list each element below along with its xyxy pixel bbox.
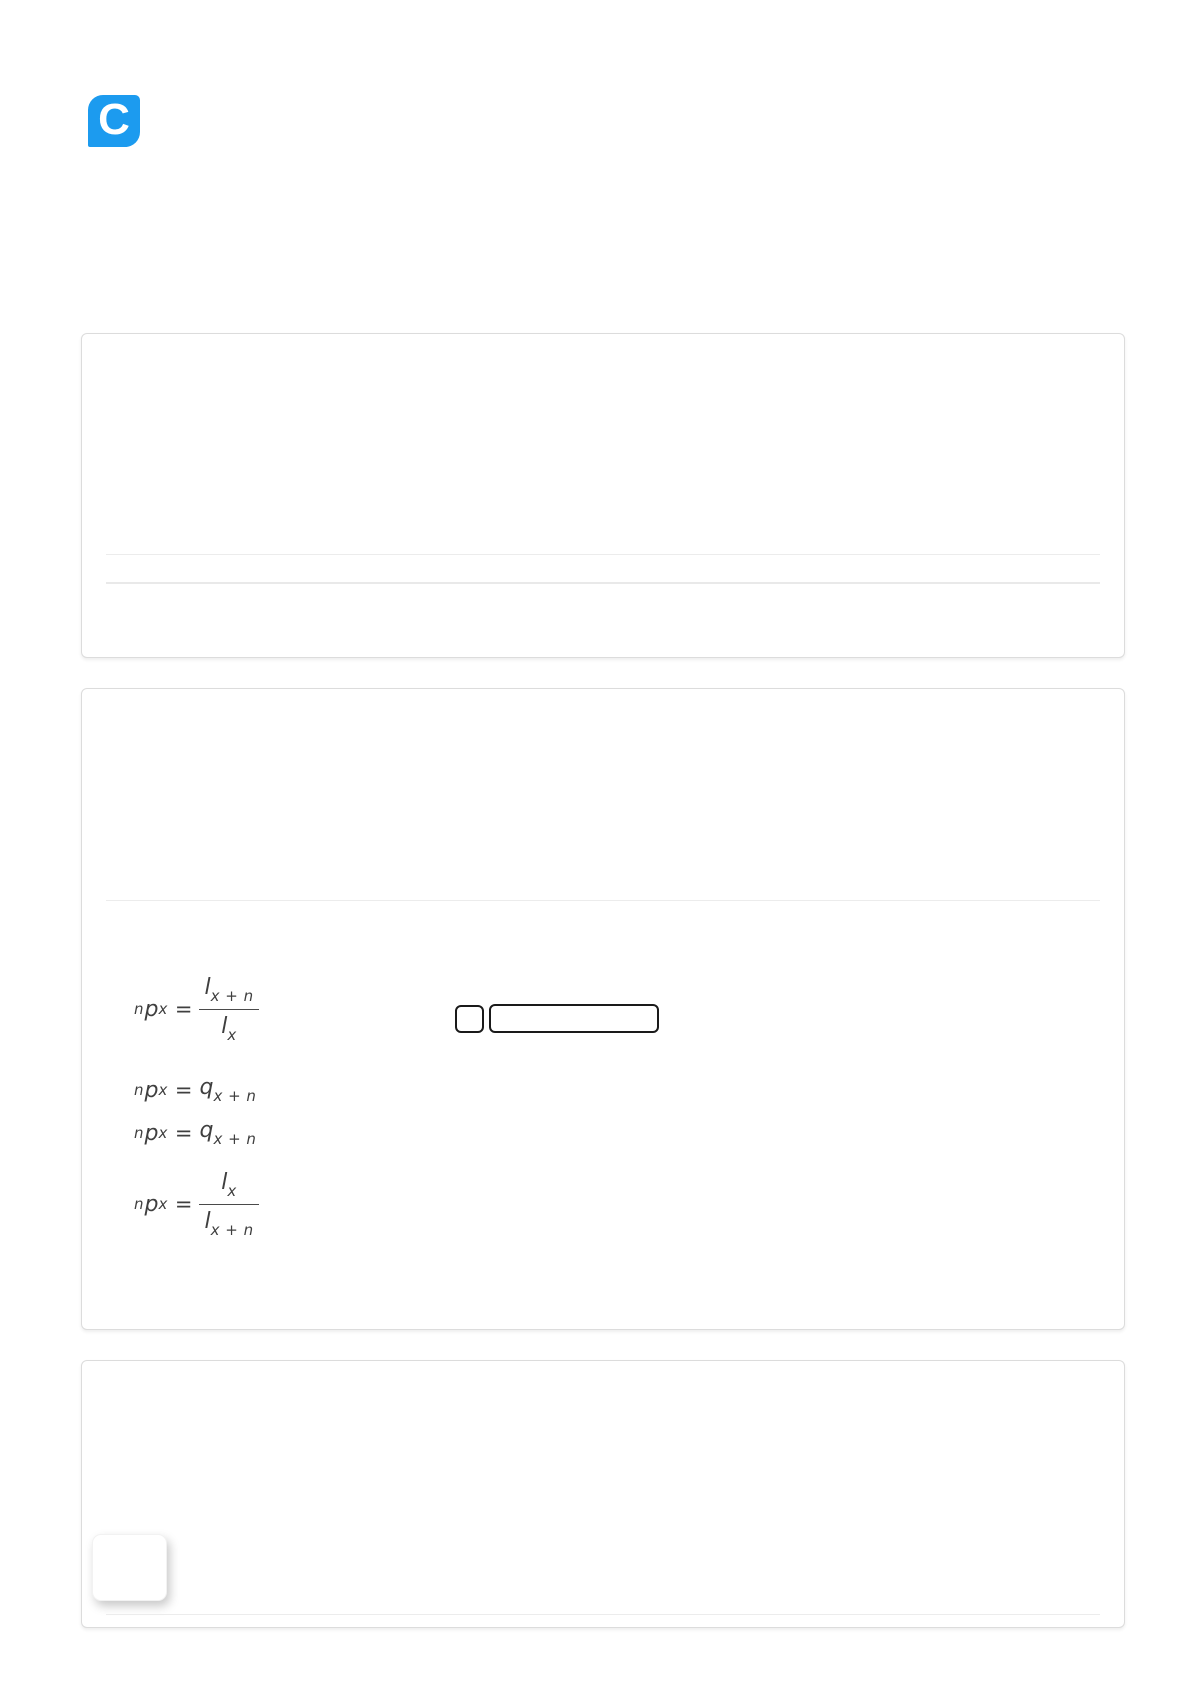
answer-group xyxy=(455,1004,659,1033)
fraction-bar xyxy=(199,1009,258,1010)
equals-sign: = xyxy=(174,1078,193,1102)
answer-input[interactable] xyxy=(489,1004,659,1033)
equals-sign: = xyxy=(174,1192,193,1216)
card-bottom-divider xyxy=(106,1614,1100,1615)
fraction-bar xyxy=(199,1204,258,1205)
math-base: p xyxy=(144,1120,159,1146)
card-top-divider-1 xyxy=(106,554,1100,555)
app-logo[interactable] xyxy=(88,95,140,147)
equals-sign: = xyxy=(174,1121,193,1145)
equals-sign: = xyxy=(174,997,193,1021)
denominator: $l_x$ xyxy=(221,1013,237,1044)
card-bottom xyxy=(81,1360,1125,1628)
fraction xyxy=(199,1169,258,1240)
math-sub: x xyxy=(158,1124,168,1142)
denominator: $l_{x + n}$ xyxy=(204,1208,254,1239)
math-sub: x xyxy=(158,1195,168,1213)
math-presub: n xyxy=(134,1081,144,1099)
formula-option-3 xyxy=(134,1117,256,1149)
fraction xyxy=(199,974,258,1045)
rhs-term: $q_{x + n}$ xyxy=(199,1118,257,1148)
card-top-divider-2 xyxy=(106,582,1100,584)
rhs-term: $q_{x + n}$ xyxy=(199,1075,257,1105)
math-presub: n xyxy=(134,1000,144,1018)
numerator: $l_{x + n}$ xyxy=(204,974,254,1005)
logo-letter-c: C xyxy=(98,95,130,144)
formula-option-1 xyxy=(134,973,259,1045)
math-presub: n xyxy=(134,1195,144,1213)
math-base: p xyxy=(144,1077,159,1103)
question-header-divider xyxy=(106,900,1100,901)
blank-button[interactable] xyxy=(92,1534,167,1601)
math-presub: n xyxy=(134,1124,144,1142)
math-sub: x xyxy=(158,1081,168,1099)
card-question xyxy=(81,688,1125,1330)
card-top xyxy=(81,333,1125,658)
formula-option-4 xyxy=(134,1168,259,1240)
math-sub: x xyxy=(158,1000,168,1018)
math-base: p xyxy=(144,996,159,1022)
numerator: $l_x$ xyxy=(221,1169,237,1200)
answer-checkbox[interactable] xyxy=(455,1005,484,1033)
math-base: p xyxy=(144,1191,159,1217)
formula-option-2 xyxy=(134,1074,256,1106)
